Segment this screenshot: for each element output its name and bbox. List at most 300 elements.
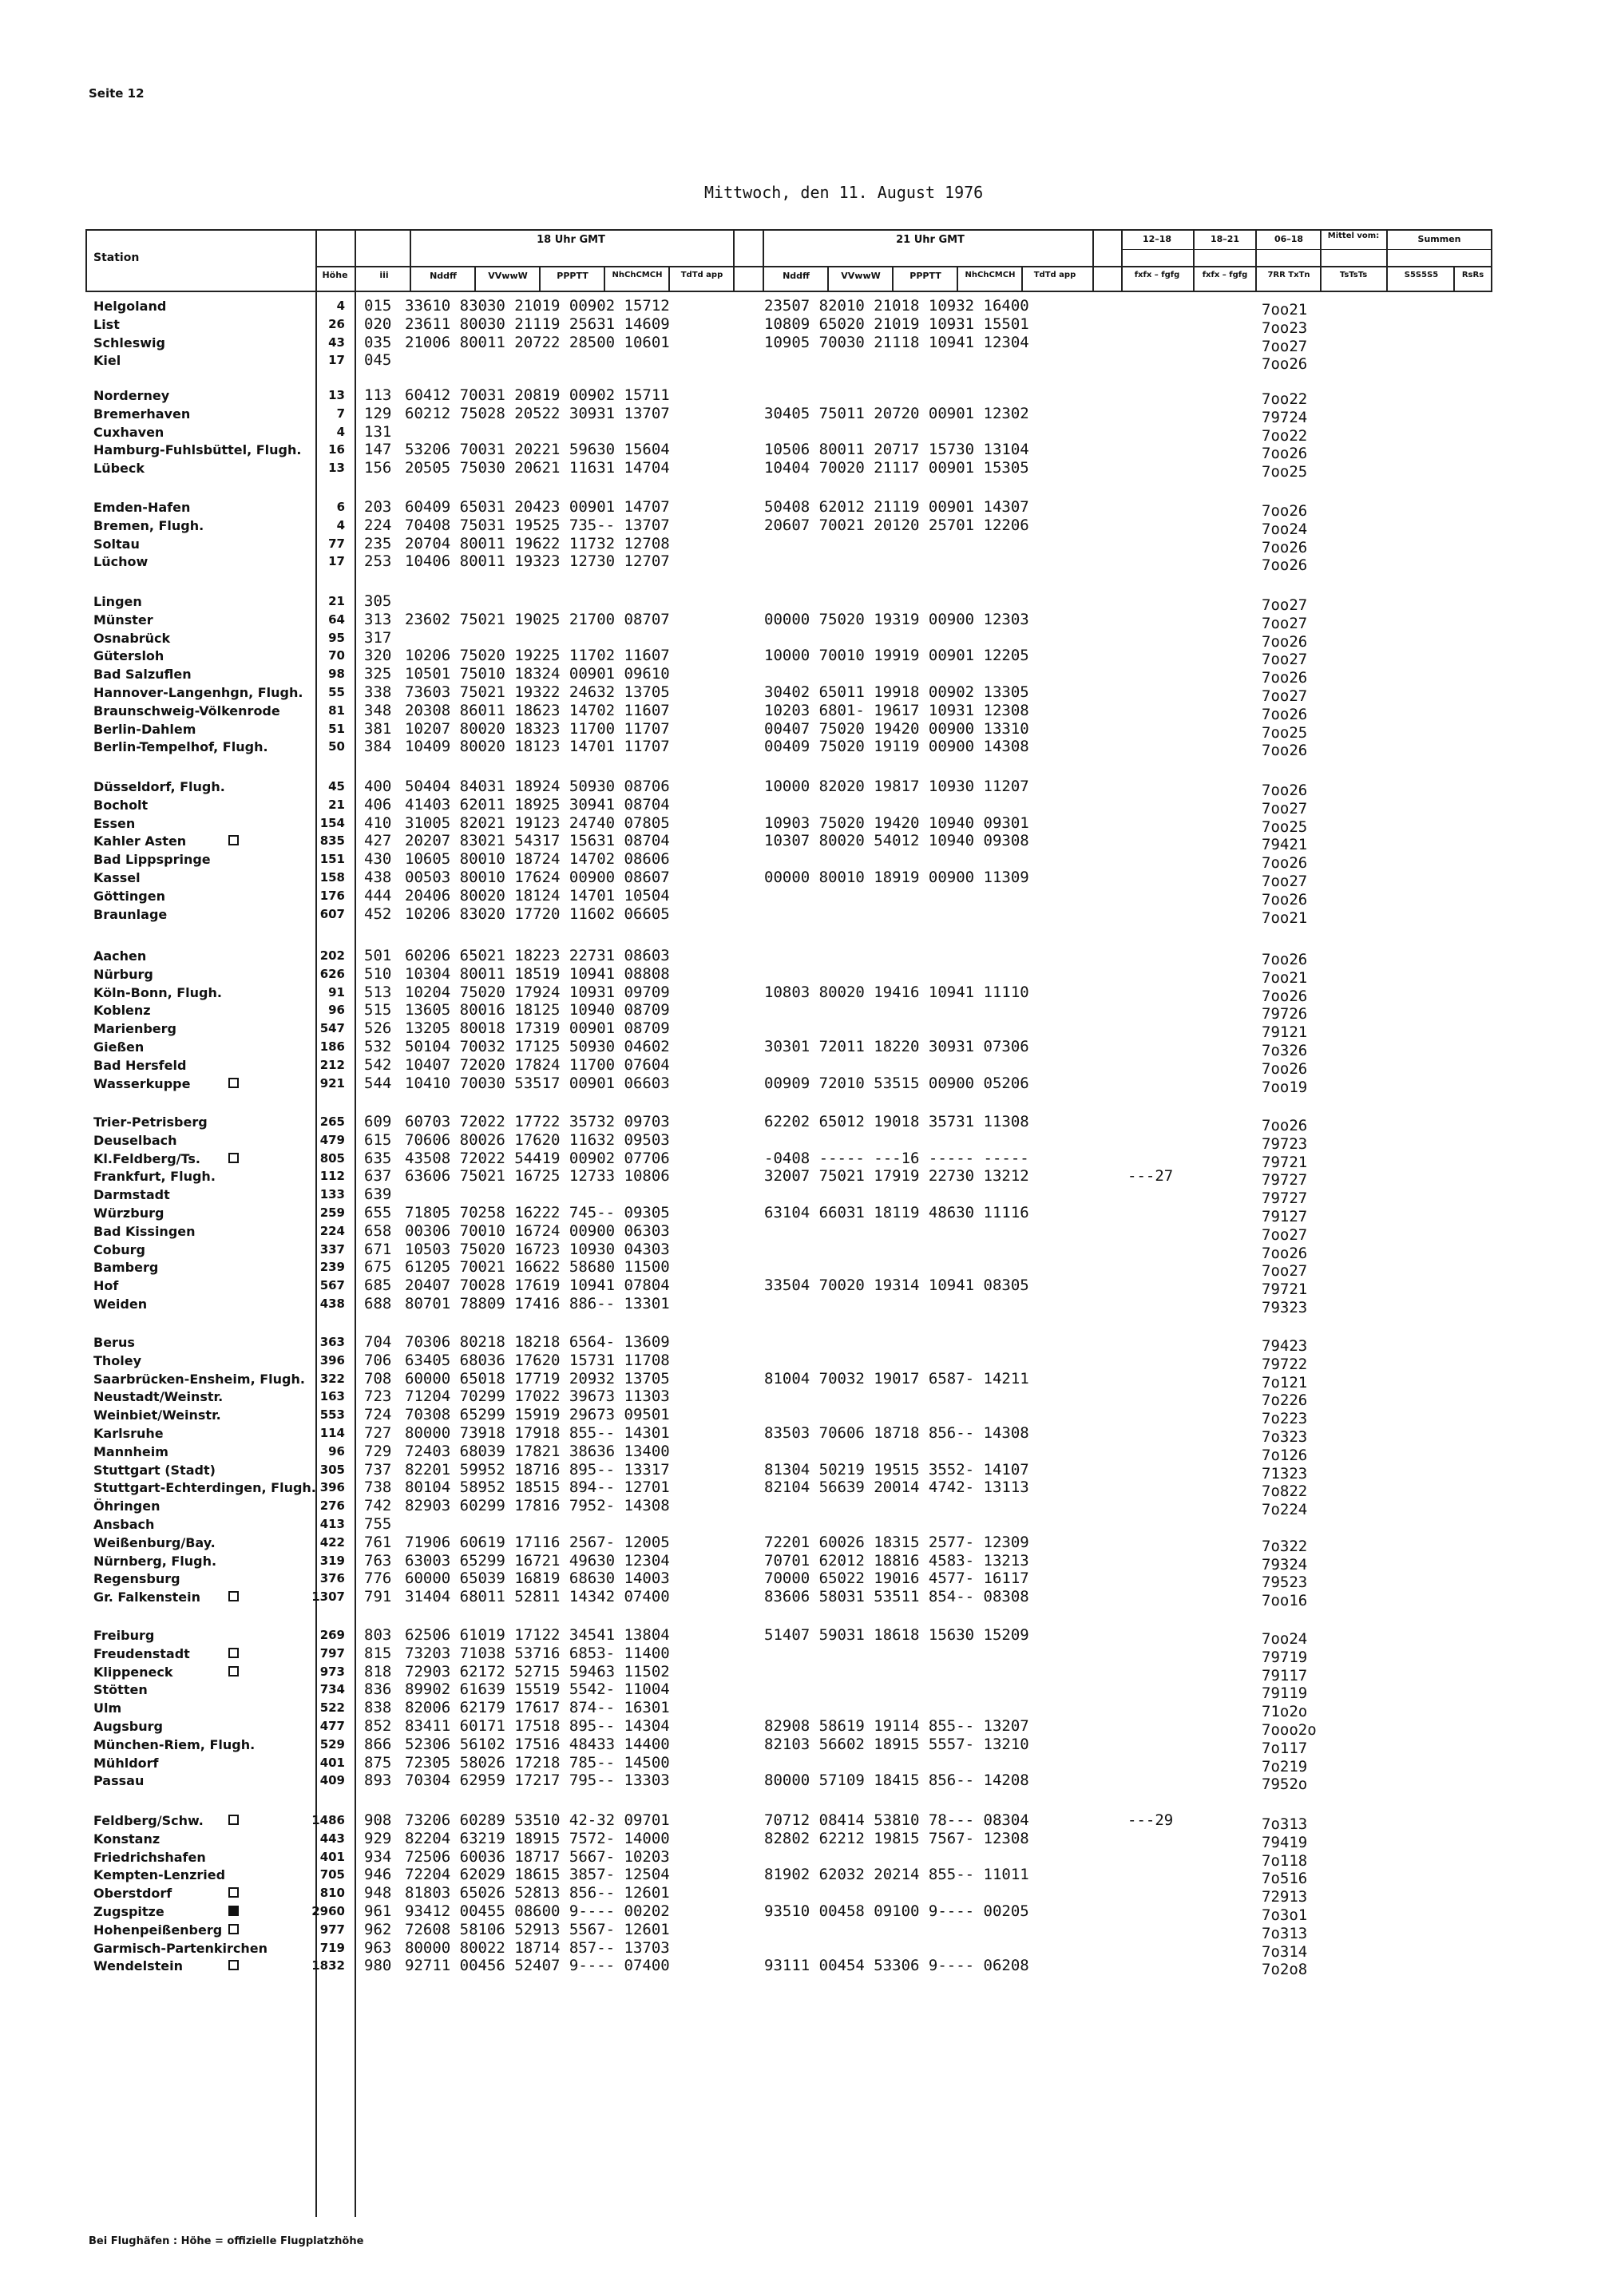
station-name: Berlin-Dahlem xyxy=(93,721,196,737)
mittel-value: 7oo27 xyxy=(1262,596,1308,614)
station-index: 685 xyxy=(364,1277,392,1295)
station-name: Oberstdorf xyxy=(93,1886,172,1902)
obs-21-uhr: 10000 82020 19817 10930 11207 xyxy=(764,778,1029,795)
mittel-value: 7o822 xyxy=(1262,1483,1308,1501)
table-row xyxy=(0,333,1597,355)
obs-18-uhr: 72903 62172 52715 59463 11502 xyxy=(405,1662,670,1680)
station-name: Frankfurt, Flugh. xyxy=(93,1169,216,1185)
station-name: Nürnberg, Flugh. xyxy=(93,1553,217,1569)
header-21-uhr: 21 Uhr GMT xyxy=(896,234,965,246)
mittel-value: 7oo26 xyxy=(1262,538,1308,556)
mittel-value: 7oo26 xyxy=(1262,782,1308,799)
station-index: 313 xyxy=(364,610,392,628)
obs-21-uhr: 10903 75020 19420 10940 09301 xyxy=(764,813,1029,832)
obs-18-uhr: 82201 59952 18716 895-- 13317 xyxy=(405,1460,670,1479)
station-index: 526 xyxy=(364,1019,392,1038)
obs-18-uhr: 21006 80011 20722 28500 10601 xyxy=(405,333,670,351)
station-index: 658 xyxy=(364,1221,392,1240)
station-height: 4 xyxy=(336,424,345,439)
station-index: 544 xyxy=(364,1074,392,1092)
station-index: 035 xyxy=(364,333,392,351)
obs-18-uhr: 50104 70032 17125 50930 04602 xyxy=(405,1038,670,1055)
obs-18-uhr: 13205 80018 17319 00901 08709 xyxy=(405,1019,670,1038)
header-21-col-1: Nddff xyxy=(783,271,810,281)
station-height: 322 xyxy=(319,1371,345,1386)
station-name: Coburg xyxy=(93,1241,145,1257)
table-row xyxy=(0,778,1597,799)
station-height: 607 xyxy=(319,906,345,921)
station-name: Kempten-Lenzried xyxy=(93,1867,226,1883)
obs-21-uhr: 63104 66031 18119 48630 11116 xyxy=(764,1204,1029,1221)
table-row xyxy=(0,498,1597,520)
station-height: 413 xyxy=(319,1517,345,1531)
wind-gust-value: ---29 xyxy=(1127,1811,1174,1829)
table-row xyxy=(0,1902,1597,1924)
header-mittel-vom: Mittel vom: xyxy=(1327,232,1380,240)
station-name: Freiburg xyxy=(93,1628,155,1643)
obs-21-uhr: 82908 58619 19114 855-- 13207 xyxy=(764,1717,1029,1735)
mittel-value: 7o223 xyxy=(1262,1410,1308,1428)
table-row xyxy=(0,647,1597,669)
mittel-value: 7o313 xyxy=(1262,1815,1308,1833)
table-row xyxy=(0,1351,1597,1373)
station-name: Passau xyxy=(93,1773,145,1789)
mittel-value: 7oo26 xyxy=(1262,1244,1308,1262)
footnote: Bei Flughäfen : Höhe = offizielle Flugplatzhöhe xyxy=(89,2235,364,2247)
station-name: Hamburg-Fuhlsbüttel, Flugh. xyxy=(93,442,302,458)
table-row xyxy=(0,813,1597,836)
obs-21-uhr: 10307 80020 54012 10940 09308 xyxy=(764,832,1029,850)
station-height: 567 xyxy=(319,1278,345,1293)
station-index: 934 xyxy=(364,1847,392,1866)
station-index: 815 xyxy=(364,1644,392,1662)
obs-18-uhr: 70408 75031 19525 735-- 13707 xyxy=(405,516,670,534)
mittel-value: 7oo26 xyxy=(1262,502,1308,520)
station-name: Helgoland xyxy=(93,299,167,314)
table-row xyxy=(0,1717,1597,1739)
mittel-value: 79421 xyxy=(1262,836,1308,854)
station-height: 810 xyxy=(319,1886,345,1901)
station-name: Emden-Hafen xyxy=(93,500,191,515)
rule-21-c xyxy=(957,266,958,292)
obs-18-uhr: 20704 80011 19622 11732 12708 xyxy=(405,534,670,552)
station-height: 477 xyxy=(319,1719,345,1733)
station-height: 1486 xyxy=(311,1813,345,1827)
station-index: 203 xyxy=(364,498,392,516)
station-name: Neustadt/Weinstr. xyxy=(93,1389,224,1405)
station-height: 77 xyxy=(328,536,345,551)
station-name: Soltau xyxy=(93,536,140,552)
mittel-value: 7oo26 xyxy=(1262,890,1308,909)
obs-18-uhr: 70306 80218 18218 6564- 13609 xyxy=(405,1333,670,1351)
station-name: Marienberg xyxy=(93,1021,176,1037)
obs-21-uhr: 10905 70030 21118 10941 12304 xyxy=(764,333,1029,351)
header-divider xyxy=(315,266,1492,267)
station-index: 532 xyxy=(364,1038,392,1055)
mittel-value: 7oo16 xyxy=(1262,1592,1308,1610)
station-height: 1307 xyxy=(311,1589,345,1605)
mittel-value: 79727 xyxy=(1262,1171,1308,1190)
station-height: 224 xyxy=(319,1223,345,1238)
station-height: 55 xyxy=(328,685,345,699)
station-index: 671 xyxy=(364,1240,392,1258)
obs-18-uhr: 81803 65026 52813 856-- 12601 xyxy=(405,1884,670,1902)
station-height: 401 xyxy=(319,1755,345,1770)
table-row xyxy=(0,1019,1597,1042)
station-height: 95 xyxy=(328,630,345,645)
station-name: Braunlage xyxy=(93,906,168,922)
header-18-col-1: Nddff xyxy=(430,271,457,281)
obs-18-uhr: 70308 65299 15919 29673 09501 xyxy=(405,1406,670,1424)
station-name: Ansbach xyxy=(93,1517,155,1532)
mittel-value: 7oo26 xyxy=(1262,1059,1308,1078)
mittel-value: 7o224 xyxy=(1262,1501,1308,1519)
station-name: Darmstadt xyxy=(93,1187,170,1203)
station-name: Hannover-Langenhgn, Flugh. xyxy=(93,685,303,700)
mittel-value: 71o2o xyxy=(1262,1703,1308,1721)
header-period-0618: 06–18 xyxy=(1274,234,1304,244)
rule-18-end xyxy=(733,229,735,292)
obs-18-uhr: 10407 72020 17824 11700 07604 xyxy=(405,1055,670,1074)
mittel-value: 7oo27 xyxy=(1262,651,1308,669)
obs-21-uhr: 80000 57109 18415 856-- 14208 xyxy=(764,1771,1029,1790)
obs-21-uhr: 00000 80010 18919 00900 11309 xyxy=(764,869,1029,886)
table-row xyxy=(0,1920,1597,1942)
station-height: 547 xyxy=(319,1021,345,1036)
table-row xyxy=(0,1811,1597,1833)
station-index: 708 xyxy=(364,1369,392,1387)
obs-18-uhr: 93412 00455 08600 9---- 00202 xyxy=(405,1902,670,1920)
obs-18-uhr: 43508 72022 54419 00902 07706 xyxy=(405,1149,670,1167)
station-index: 755 xyxy=(364,1515,392,1533)
station-name: Lüchow xyxy=(93,554,149,570)
station-height: 21 xyxy=(328,594,345,608)
station-height: 96 xyxy=(328,1003,345,1018)
table-row xyxy=(0,1588,1597,1610)
mittel-value: 7oo21 xyxy=(1262,968,1308,987)
station-index: 948 xyxy=(364,1884,392,1902)
station-index: 723 xyxy=(364,1387,392,1406)
station-name: Hohenpeißenberg xyxy=(93,1922,223,1938)
mountain-station-icon xyxy=(228,1960,239,1970)
station-height: 21 xyxy=(328,797,345,812)
table-row xyxy=(0,315,1597,337)
station-height: 133 xyxy=(319,1187,345,1202)
table-row xyxy=(0,404,1597,426)
obs-21-uhr: 93510 00458 09100 9---- 00205 xyxy=(764,1902,1029,1920)
mittel-value: 7oo27 xyxy=(1262,687,1308,705)
table-row xyxy=(0,422,1597,445)
station-name: Bad Salzuflen xyxy=(93,667,192,683)
table-row xyxy=(0,1186,1597,1208)
mittel-value: 7oo22 xyxy=(1262,426,1308,445)
station-height: 522 xyxy=(319,1700,345,1716)
station-name: Wasserkuppe xyxy=(93,1075,191,1091)
obs-18-uhr: 71805 70258 16222 745-- 09305 xyxy=(405,1204,670,1221)
station-index: 015 xyxy=(364,297,392,315)
station-name: Feldberg/Schw. xyxy=(93,1813,204,1828)
obs-18-uhr: 23602 75021 19025 21700 08707 xyxy=(405,610,670,628)
obs-18-uhr: 20308 86011 18623 14702 11607 xyxy=(405,701,670,719)
mittel-value: 7o516 xyxy=(1262,1870,1308,1888)
table-row xyxy=(0,665,1597,687)
station-height: 202 xyxy=(319,948,345,963)
header-21-col-5: TdTd app xyxy=(1033,271,1076,279)
mittel-value: 79127 xyxy=(1262,1208,1308,1225)
table-row xyxy=(0,1460,1597,1483)
obs-18-uhr: 31404 68011 52811 14342 07400 xyxy=(405,1588,670,1606)
station-index: 400 xyxy=(364,778,392,795)
obs-21-uhr: 33504 70020 19314 10941 08305 xyxy=(764,1277,1029,1295)
station-index: 224 xyxy=(364,516,392,534)
obs-21-uhr: 10809 65020 21019 10931 15501 xyxy=(764,315,1029,333)
station-name: Wendelstein xyxy=(93,1958,184,1974)
station-name: Bad Hersfeld xyxy=(93,1057,187,1073)
obs-18-uhr: 71204 70299 17022 39673 11303 xyxy=(405,1387,670,1406)
obs-21-uhr: 70712 08414 53810 78--- 08304 xyxy=(764,1811,1029,1829)
table-row xyxy=(0,1771,1597,1794)
station-index: 737 xyxy=(364,1460,392,1479)
station-name: Klippeneck xyxy=(93,1664,173,1680)
obs-18-uhr: 20505 75030 20621 11631 14704 xyxy=(405,459,670,477)
mittel-value: 7oo22 xyxy=(1262,390,1308,408)
station-name: Berlin-Tempelhof, Flugh. xyxy=(93,739,268,755)
mittel-value: 7oo27 xyxy=(1262,1262,1308,1281)
station-index: 406 xyxy=(364,795,392,813)
station-height: 259 xyxy=(319,1205,345,1220)
header-sub-summen-2: RsRs xyxy=(1461,271,1484,279)
station-name: Düsseldorf, Flugh. xyxy=(93,779,225,794)
station-index: 946 xyxy=(364,1866,392,1884)
rule-18-c xyxy=(604,266,605,292)
station-height: 6 xyxy=(336,500,345,514)
obs-21-uhr: 62202 65012 19018 35731 11308 xyxy=(764,1113,1029,1130)
mittel-value: 7o219 xyxy=(1262,1757,1308,1775)
station-index: 384 xyxy=(364,738,392,756)
date-line: Mittwoch, den 11. August 1976 xyxy=(704,183,984,202)
obs-21-uhr: 10000 70010 19919 00901 12205 xyxy=(764,647,1029,665)
mittel-value: 7o314 xyxy=(1262,1942,1308,1961)
mittel-value: 7oo21 xyxy=(1262,909,1308,927)
station-height: 305 xyxy=(319,1462,345,1477)
mittel-value: 79719 xyxy=(1262,1648,1308,1666)
station-index: 338 xyxy=(364,683,392,701)
table-row xyxy=(0,869,1597,890)
mittel-value: 79723 xyxy=(1262,1134,1308,1153)
station-height: 401 xyxy=(319,1849,345,1864)
table-row xyxy=(0,1699,1597,1721)
station-name: Mühldorf xyxy=(93,1755,159,1771)
obs-18-uhr: 73206 60289 53510 42-32 09701 xyxy=(405,1811,670,1829)
obs-18-uhr: 61205 70021 16622 58680 11500 xyxy=(405,1258,670,1277)
station-index: 742 xyxy=(364,1497,392,1515)
obs-18-uhr: 10605 80010 18724 14702 08606 xyxy=(405,850,670,869)
obs-18-uhr: 72608 58106 52913 5567- 12601 xyxy=(405,1920,670,1938)
obs-18-uhr: 60000 65039 16819 68630 14003 xyxy=(405,1570,670,1588)
station-name: Bremen, Flugh. xyxy=(93,517,204,533)
table-row xyxy=(0,1406,1597,1428)
table-row xyxy=(0,1753,1597,1775)
station-index: 427 xyxy=(364,832,392,850)
station-height: 363 xyxy=(319,1335,345,1349)
table-row xyxy=(0,610,1597,632)
mittel-value: 71323 xyxy=(1262,1464,1308,1483)
table-row xyxy=(0,1533,1597,1555)
station-height: 422 xyxy=(319,1534,345,1550)
station-height: 553 xyxy=(319,1407,345,1423)
station-height: 977 xyxy=(319,1922,345,1937)
station-height: 212 xyxy=(319,1057,345,1072)
header-sub-1218: fxfx – fgfg xyxy=(1134,271,1180,279)
table-row xyxy=(0,1570,1597,1592)
station-index: 655 xyxy=(364,1204,392,1221)
station-height: 376 xyxy=(319,1571,345,1586)
station-name: Göttingen xyxy=(93,888,165,904)
table-row xyxy=(0,1113,1597,1134)
station-height: 479 xyxy=(319,1132,345,1147)
mittel-value: 7o313 xyxy=(1262,1924,1308,1942)
station-height: 396 xyxy=(319,1352,345,1368)
mittel-value: 7oo25 xyxy=(1262,723,1308,742)
station-name: List xyxy=(93,316,120,332)
table-row xyxy=(0,534,1597,556)
obs-18-uhr: 71906 60619 17116 2567- 12005 xyxy=(405,1533,670,1551)
table-row xyxy=(0,964,1597,987)
station-name: Saarbrücken-Ensheim, Flugh. xyxy=(93,1371,305,1387)
obs-18-uhr: 72506 60036 18717 5667- 10203 xyxy=(405,1847,670,1866)
mountain-station-icon xyxy=(228,1666,239,1676)
station-index: 761 xyxy=(364,1533,392,1551)
station-name: Bocholt xyxy=(93,797,149,813)
obs-21-uhr: 50408 62012 21119 00901 14307 xyxy=(764,498,1029,516)
obs-18-uhr: 50404 84031 18924 50930 08706 xyxy=(405,778,670,795)
table-row xyxy=(0,1038,1597,1059)
obs-18-uhr: 20407 70028 17619 10941 07804 xyxy=(405,1277,670,1295)
mittel-value: 79323 xyxy=(1262,1299,1308,1316)
mittel-value: 79722 xyxy=(1262,1355,1308,1373)
table-row xyxy=(0,459,1597,481)
obs-21-uhr: 83503 70606 18718 856-- 14308 xyxy=(764,1424,1029,1442)
obs-18-uhr: 72403 68039 17821 38636 13400 xyxy=(405,1442,670,1460)
mittel-value: 79721 xyxy=(1262,1281,1308,1299)
header-summen: Summen xyxy=(1417,234,1461,244)
obs-21-uhr: 23507 82010 21018 10932 16400 xyxy=(764,297,1029,315)
mountain-station-icon xyxy=(228,1924,239,1934)
table-row xyxy=(0,1626,1597,1648)
station-height: 396 xyxy=(319,1480,345,1495)
mountain-station-filled-icon xyxy=(228,1906,239,1916)
station-height: 158 xyxy=(319,870,345,885)
obs-18-uhr: 10409 80020 18123 14701 11707 xyxy=(405,738,670,756)
table-row xyxy=(0,1001,1597,1023)
station-height: 973 xyxy=(319,1664,345,1679)
rule-21-d xyxy=(1021,266,1023,292)
station-index: 515 xyxy=(364,1001,392,1019)
station-height: 112 xyxy=(319,1169,345,1184)
station-index: 513 xyxy=(364,983,392,1001)
mittel-value: 7oo27 xyxy=(1262,873,1308,890)
mittel-value: 7o322 xyxy=(1262,1537,1308,1555)
mittel-value: 7oo25 xyxy=(1262,817,1308,836)
table-row xyxy=(0,1221,1597,1244)
mountain-station-icon xyxy=(228,835,239,845)
station-index: 875 xyxy=(364,1753,392,1771)
obs-21-uhr: 72201 60026 18315 2577- 12309 xyxy=(764,1533,1029,1551)
station-index: 929 xyxy=(364,1829,392,1847)
station-height: 337 xyxy=(319,1241,345,1257)
header-18-col-4: NhChCMCH xyxy=(612,271,663,279)
obs-21-uhr: 10404 70020 21117 00901 15305 xyxy=(764,459,1029,477)
mittel-value: 7oo19 xyxy=(1262,1078,1308,1096)
mittel-value: 7oo21 xyxy=(1262,301,1308,319)
table-row xyxy=(0,683,1597,705)
station-name: Kahler Asten xyxy=(93,833,187,849)
mittel-value: 7oo26 xyxy=(1262,355,1308,374)
table-row xyxy=(0,886,1597,909)
station-index: 510 xyxy=(364,964,392,983)
obs-21-uhr: 70000 65022 19016 4577- 16117 xyxy=(764,1570,1029,1588)
station-height: 805 xyxy=(319,1150,345,1166)
station-index: 908 xyxy=(364,1811,392,1829)
obs-21-uhr: 20607 70021 20120 25701 12206 xyxy=(764,516,1029,534)
station-index: 129 xyxy=(364,404,392,422)
obs-18-uhr: 60212 75028 20522 30931 13707 xyxy=(405,404,670,422)
obs-21-uhr: 10506 80011 20717 15730 13104 xyxy=(764,441,1029,459)
mittel-value: 7oo27 xyxy=(1262,337,1308,355)
station-height: 50 xyxy=(328,739,345,754)
obs-18-uhr: 41403 62011 18925 30941 08704 xyxy=(405,795,670,813)
obs-21-uhr: 93111 00454 53306 9---- 06208 xyxy=(764,1957,1029,1975)
station-name: Karlsruhe xyxy=(93,1426,164,1441)
station-name: Norderney xyxy=(93,388,170,403)
station-index: 438 xyxy=(364,869,392,886)
obs-18-uhr: 23611 80030 21119 25631 14609 xyxy=(405,315,670,333)
station-index: 776 xyxy=(364,1570,392,1588)
mountain-station-icon xyxy=(228,1815,239,1825)
rule-18-a xyxy=(474,266,476,292)
header-sub-mittel: TsTsTs xyxy=(1339,271,1368,279)
obs-18-uhr: 33610 83030 21019 00902 15712 xyxy=(405,297,670,315)
table-row xyxy=(0,1333,1597,1355)
station-index: 381 xyxy=(364,719,392,738)
mittel-value: 7oo26 xyxy=(1262,705,1308,723)
header-sub-0618: 7RR TxTn xyxy=(1267,271,1310,279)
station-height: 186 xyxy=(319,1039,345,1054)
table-row xyxy=(0,719,1597,742)
mittel-value: 79121 xyxy=(1262,1023,1308,1042)
station-index: 410 xyxy=(364,813,392,832)
table-row xyxy=(0,1424,1597,1446)
obs-18-uhr: 52306 56102 17516 48433 14400 xyxy=(405,1735,670,1753)
station-index: 156 xyxy=(364,459,392,477)
obs-18-uhr: 63003 65299 16721 49630 12304 xyxy=(405,1551,670,1570)
obs-18-uhr: 73603 75021 19322 24632 13705 xyxy=(405,683,670,701)
obs-21-uhr: 10803 80020 19416 10941 11110 xyxy=(764,983,1029,1001)
station-index: 637 xyxy=(364,1167,392,1186)
obs-21-uhr: -0408 ----- ---16 ----- ----- xyxy=(764,1149,1029,1167)
rule-ext-start xyxy=(1121,229,1123,292)
station-height: 43 xyxy=(328,335,345,350)
mittel-value: 7o323 xyxy=(1262,1428,1308,1446)
station-index: 675 xyxy=(364,1258,392,1277)
mittel-value: 79119 xyxy=(1262,1684,1308,1703)
mountain-station-icon xyxy=(228,1648,239,1658)
obs-21-uhr: 00000 75020 19319 00900 12303 xyxy=(764,610,1029,628)
obs-18-uhr: 72204 62029 18615 3857- 12504 xyxy=(405,1866,670,1884)
station-name: Mannheim xyxy=(93,1443,168,1459)
station-index: 020 xyxy=(364,315,392,333)
mittel-value: 7oo27 xyxy=(1262,614,1308,632)
